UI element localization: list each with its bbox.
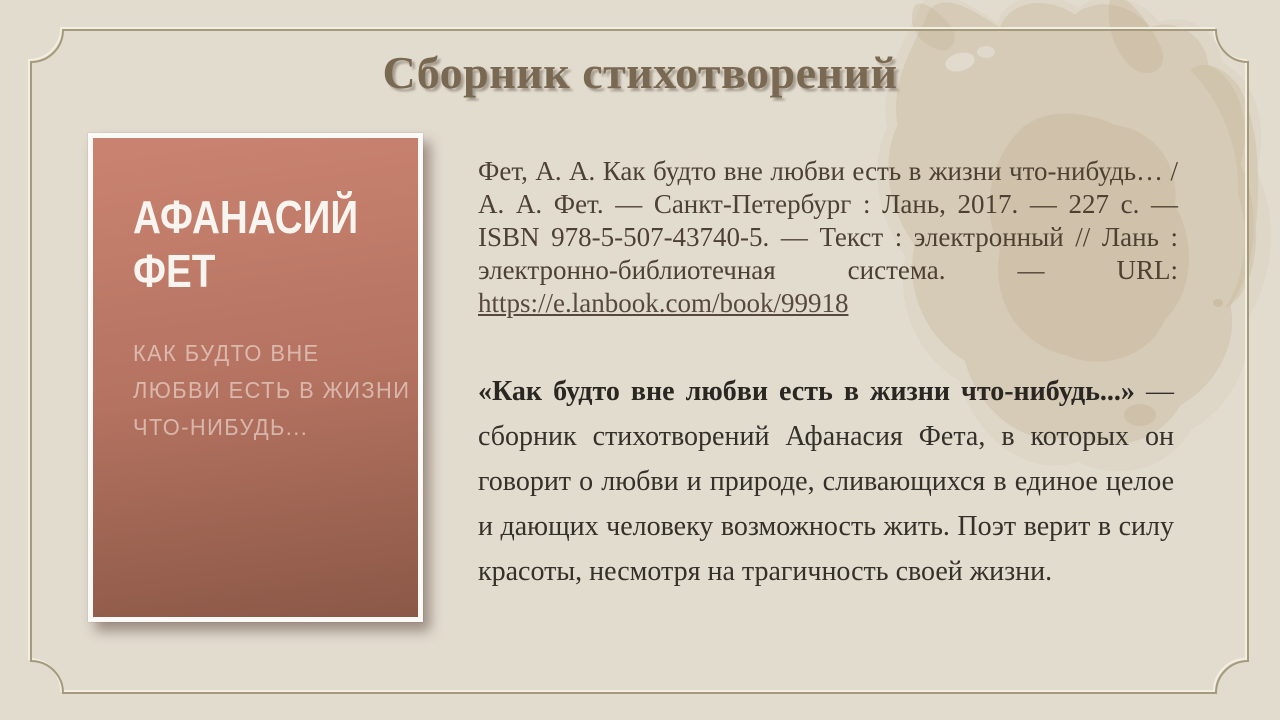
book-cover-content [93,138,418,446]
book-description [478,369,1174,594]
citation-url-link[interactable]: https://e.lanbook.com/book/99918 [478,288,849,318]
book-cover [88,133,423,622]
bibliographic-citation [478,155,1178,320]
description-bold-title: «Как будто вне любви есть в жизни что-нибудь...» [478,376,1135,407]
book-author-line2: ФЕТ [133,245,216,297]
book-title-line1: КАК БУДТО ВНЕ [133,340,320,366]
book-title-on-cover [133,335,411,446]
description-body-text: — сборник стихотворений Афанасия Фета, в которых он говорит о любви и природе, сливающихся в единое целое и дающих человеку возможность жить. Поэт верит в силу красоты, несмотря на трагичность своей жизни. [478,376,1174,587]
page-title: Сборник стихотворений [382,47,898,98]
book-author-name [133,190,359,298]
book-title-line3: ЧТО-НИБУДЬ... [133,414,309,440]
book-title-line2: ЛЮБВИ ЕСТЬ В ЖИЗНИ [133,377,411,403]
citation-text: Фет, А. А. Как будто вне любви есть в жизни что-нибудь… / А. А. Фет. — Санкт-Петербург : Лань, 2017. — 227 с. — ISBN 978-5-507-43740-5. — Текст : электронный // Лань : электронно-библиотечная система. — URL: [478,156,1178,285]
book-author-line1: АФАНАСИЙ [133,191,359,243]
